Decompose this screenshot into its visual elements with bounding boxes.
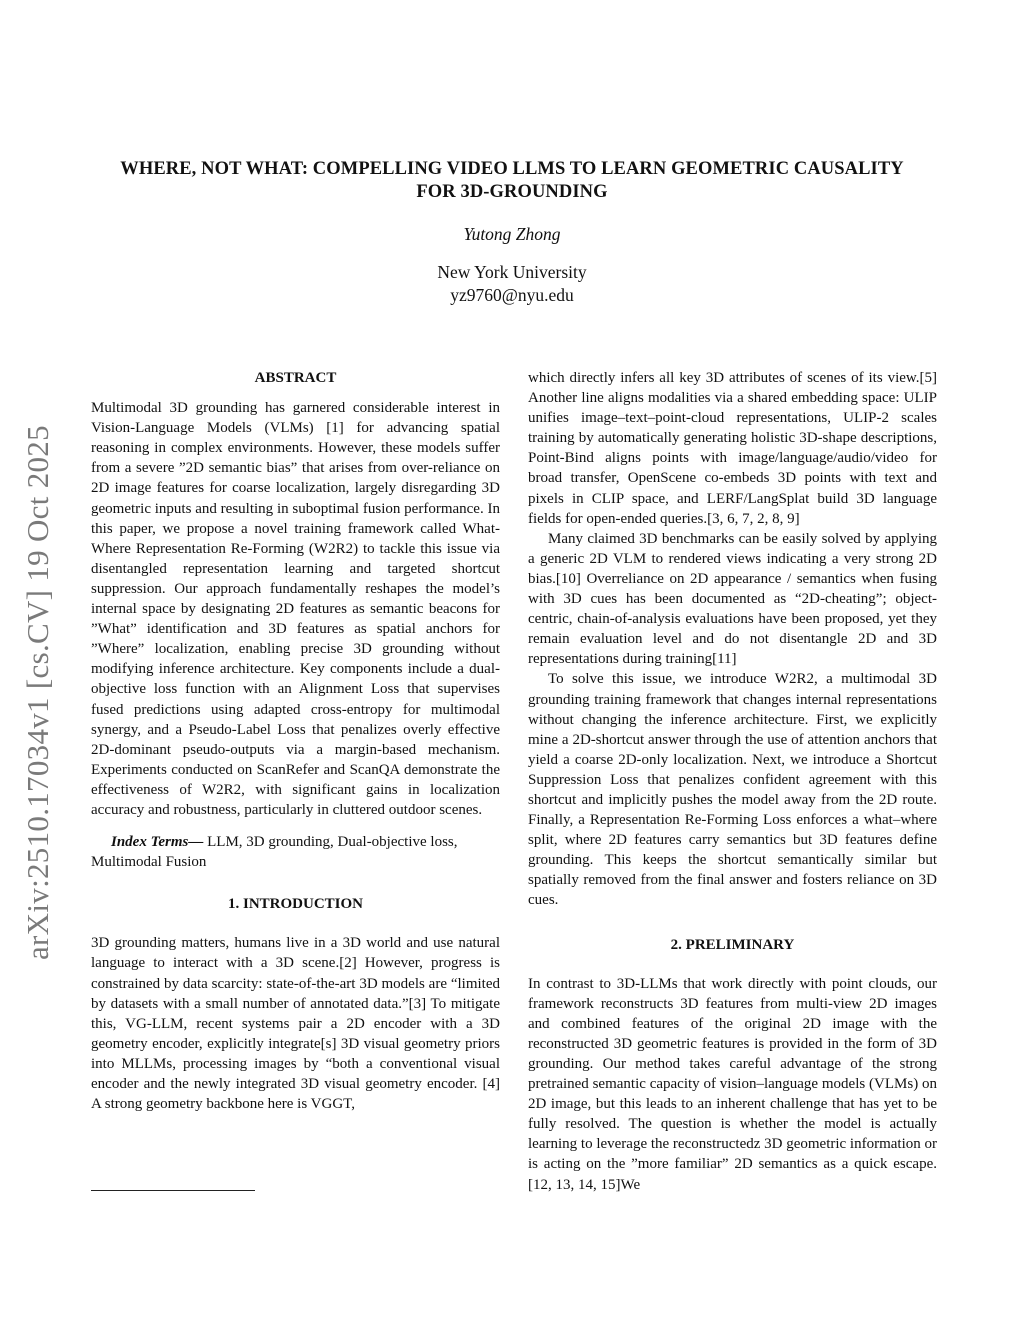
paper-header xyxy=(60,158,964,307)
introduction-paragraph-1: 3D grounding matters, humans live in a 3D world and use natural language to interact with a 3D scene.[2] However, progress is constrained by data scarcity: state-of-the-art 3D models are “limited by datasets with a small number of annotated data.”[3] To mitigate this, VG-LLM, recent systems pair a 2D encoder with a 3D geometry encoder, explicitly integrate[s] 3D visual geometry priors into MLLMs, processing images by “both a conventional visual encoder and the newly integrated 3D visual geometry encoder. [4] A strong geometry backbone here is VGGT, xyxy=(91,935,500,1113)
author-name: Yutong Zhong xyxy=(463,224,561,244)
affiliation: New York University xyxy=(437,262,587,282)
introduction-heading: 1. INTRODUCTION xyxy=(227,896,363,913)
title-line-1: WHERE, NOT WHAT: COMPELLING VIDEO LLMS TO LEARN GEOMETRIC CAUSALITY xyxy=(120,159,904,179)
index-terms-label: Index Terms— xyxy=(111,834,204,851)
preliminary-heading: 2. PRELIMINARY xyxy=(670,936,795,953)
left-column xyxy=(91,368,500,1114)
preliminary-paragraph-1: In contrast to 3D-LLMs that work directly with point clouds, our framework reconstructs 3D features from multi-view 2D images and combined features of the original 2D image with the reconstructed 3D geometric features is provided in the form of 3D grounding. Our method takes careful advantage of the strong pretrained semantic capacity of vision–language models (VLMs) on 2D image, but this leads to an inherent challenge that has yet to be fully resolved. The question is whether the model is actually learning to leverage the reconstructedz 3D geometric information or is acting on the ”more familiar” 2D semantics as a quick escape.[12, 13, 14, 15]We xyxy=(528,975,937,1193)
arxiv-identifier: arXiv:2510.17034v1 [cs.CV] 19 Oct 2025 xyxy=(20,425,55,960)
right-column xyxy=(528,368,937,1195)
abstract-text: Multimodal 3D grounding has garnered considerable interest in Vision-Language Models (VLMs) [1] for advancing spatial reasoning in complex environments. However, these models suffer from a severe ”2D semantic bias” that arises from over-reliance on 2D image features for coarse localization, largely disregarding 3D geometric inputs and resulting in suboptimal fusion performance. In this paper, we propose a novel training framework called What-Where Representation Re-Forming (W2R2) to tackle this issue via disentangled representation learning and targeted shortcut suppression. Our approach fundamentally reshapes the model’s internal space by designating 2D features as semantic beacons for ”What” identification and 3D features as spatial anchors for ”Where” localization, enabling precise 3D grounding without modifying inference architecture. Key components include a dual-objective loss function with an Alignment Loss that supervises fused predictions using adapted cross-entropy for multimodal synergy, and a Pseudo-Label Loss that penalizes overly effective 2D-dominant pseudo-outputs via a margin-based mechanism. Experiments conducted on ScanRefer and ScanQA demonstrate the effectiveness of W2R2, with significant gains in localization accuracy and robustness, particularly in cluttered outdoor scenes. xyxy=(91,400,500,818)
paper-title xyxy=(60,158,964,204)
abstract-heading: ABSTRACT xyxy=(254,370,337,386)
footnote-rule xyxy=(91,1190,255,1191)
author-affiliation-block xyxy=(60,261,964,307)
introduction-paragraph-3: Many claimed 3D benchmarks can be easily solved by applying a generic 2D VLM to rendered views indicating a very strong 2D bias.[10] Overreliance on 2D appearance / semantics when fusing with 3D cues has been documented as “2D-cheating”; object-centric, chain-of-analysis evaluations have been proposed, yet they remain evaluation level and do not disentangle 2D and 3D representations during training[11] xyxy=(528,530,937,668)
index-terms xyxy=(91,832,500,872)
index-terms-text: LLM, 3D grounding, Dual-objective loss, Multimodal Fusion xyxy=(91,834,458,871)
author-email: yz9760@nyu.edu xyxy=(450,285,574,305)
introduction-paragraph-4: To solve this issue, we introduce W2R2, a multimodal 3D grounding training framework that changes internal representations without changing the inference architecture. First, we explicitly mine a 2D-shortcut answer through the use of attention anchors that yield a coarse 2D-only localization. Next, we introduce a Shortcut Suppression Loss that penalizes confident agreement with this shortcut and implicitly pushes the model away from the 2D route. Finally, a Representation Re-Forming Loss enforces a what–where split, where 2D features carry semantics but 3D features define grounding. This keeps the shortcut semantically similar but spatially removed from the final answer and fosters reliance on 3D cues. xyxy=(528,671,937,909)
title-line-2: FOR 3D-GROUNDING xyxy=(416,182,608,202)
introduction-paragraph-2: which directly infers all key 3D attributes of scenes of its view.[5] Another line aligns modalities via a shared embedding space: ULIP unifies image–text–point-cloud representations, ULIP-2 scales training by automatically generating holistic 3D-shape descriptions, Point-Bind aligns points with image/language/audio/video for broad transfer, OpenScene co-embeds 3D points with text and pixels in CLIP space, and LERF/LangSplat build 3D language fields for open-ended queries.[3, 6, 7, 2, 8, 9] xyxy=(528,370,937,527)
